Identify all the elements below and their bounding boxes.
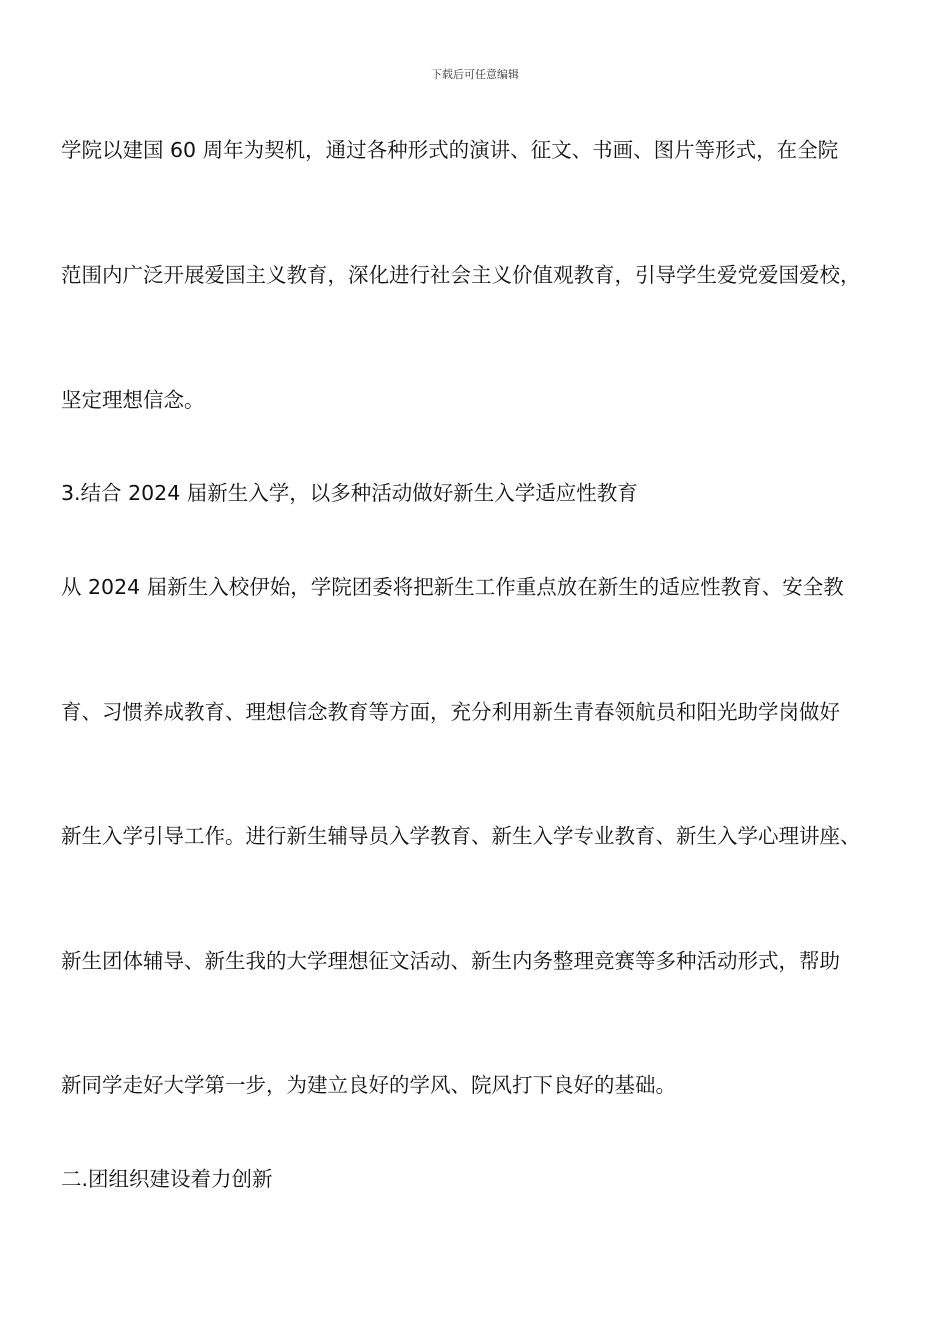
header-note: 下载后可任意编辑 (431, 68, 519, 81)
body-line: 育、习惯养成教育、理想信念教育等方面，充分利用新生青春领航员和阳光助学岗做好 (61, 700, 840, 724)
body-line: 坚定理想信念。 (61, 388, 205, 412)
section-heading: 3.结合 2024 届新生入学，以多种活动做好新生入学适应性教育 (61, 481, 638, 505)
body-line: 范围内广泛开展爱国主义教育，深化进行社会主义价值观教育，引导学生爱党爱国爱校， (61, 263, 861, 287)
section-heading: 二.团组织建设着力创新 (61, 1167, 273, 1191)
body-line: 新生入学引导工作。进行新生辅导员入学教育、新生入学专业教育、新生入学心理讲座、 (61, 824, 861, 848)
body-line: 新生团体辅导、新生我的大学理想征文活动、新生内务整理竞赛等多种活动形式，帮助 (61, 949, 840, 973)
body-line: 学院以建国 60 周年为契机，通过各种形式的演讲、征文、书画、图片等形式，在全院 (61, 138, 839, 162)
body-line: 新同学走好大学第一步，为建立良好的学风、院风打下良好的基础。 (61, 1073, 676, 1097)
body-line: 从 2024 届新生入校伊始，学院团委将把新生工作重点放在新生的适应性教育、安全教 (61, 575, 844, 599)
